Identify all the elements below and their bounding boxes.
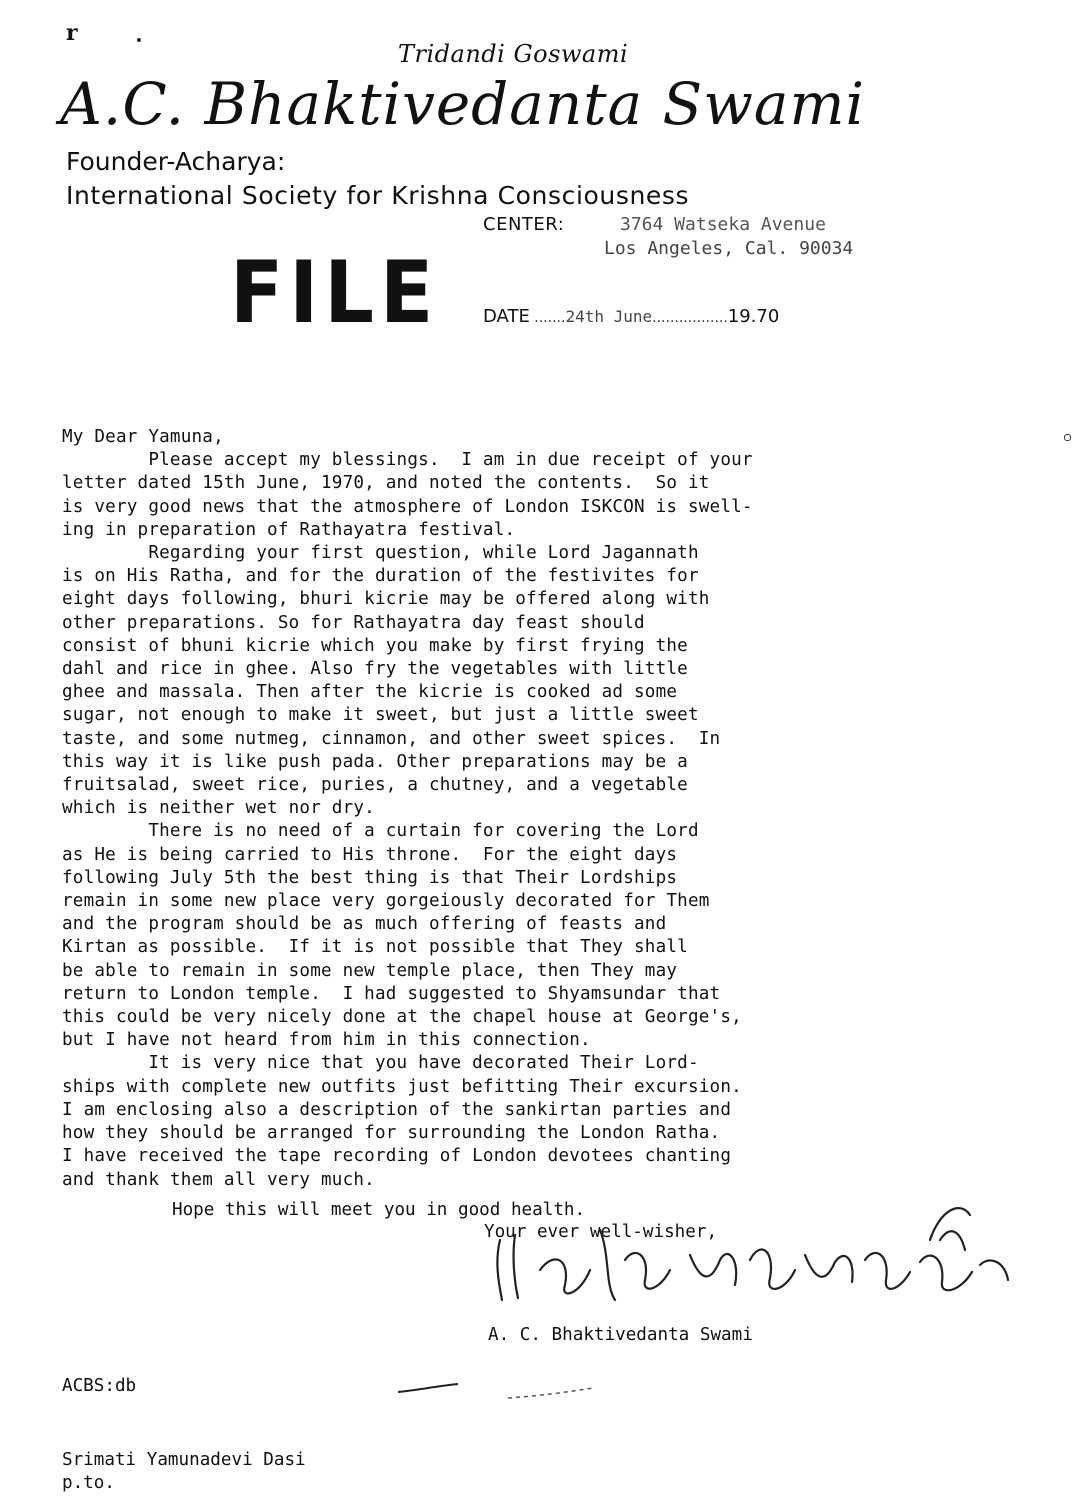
- letter-body: [62, 426, 1052, 1192]
- reference-initials: ACBS:db: [62, 1376, 137, 1396]
- letter-line: letter dated 15th June, 1970, and noted the contents. So it: [62, 473, 710, 494]
- letter-line: this could be very nicely done at the chapel house at George's,: [62, 1007, 742, 1028]
- letter-line: Regarding your first question, while Lord Jagannath: [62, 543, 699, 564]
- date-label: DATE: [483, 306, 530, 327]
- letter-line: but I have not heard from him in this connection.: [62, 1030, 591, 1051]
- closing-line: Hope this will meet you in good health.: [172, 1200, 586, 1220]
- letter-line: remain in some new place very gorgeiously decorated for Them: [62, 891, 710, 912]
- letter-line: is very good news that the atmosphere of London ISKCON is swell-: [62, 496, 753, 517]
- date-dots: .......: [529, 310, 566, 326]
- typed-signatory-name: A. C. Bhaktivedanta Swami: [488, 1325, 753, 1345]
- letter-line: ing in preparation of Rathayatra festival.: [62, 519, 516, 540]
- letter-line: It is very nice that you have decorated Their Lord-: [62, 1053, 699, 1074]
- letter-line: ghee and massala. Then after the kicrie is cooked ad some: [62, 682, 678, 703]
- letterhead-role: Founder-Acharya:: [66, 147, 286, 176]
- letter-line: There is no need of a curtain for covering the Lord: [62, 821, 699, 842]
- letter-line: sugar, not enough to make it sweet, but just a little sweet: [62, 705, 699, 726]
- center-address-line1: 3764 Watseka Avenue: [620, 214, 826, 235]
- date-year: 19.70: [727, 306, 780, 327]
- center-address-line2: Los Angeles, Cal. 90034: [604, 238, 854, 259]
- letter-line: I have received the tape recording of London devotees chanting: [62, 1146, 732, 1167]
- letter-line: taste, and some nutmeg, cinnamon, and other sweet spices. In: [62, 728, 721, 749]
- date-value: 24th June: [565, 307, 653, 326]
- letter-line: return to London temple. I had suggested to Shyamsundar that: [62, 983, 721, 1004]
- corner-mark: r: [66, 20, 78, 46]
- valediction: Your ever well-wisher,: [484, 1222, 718, 1242]
- speck: [1064, 434, 1071, 441]
- pen-stroke: [398, 1380, 598, 1400]
- letter-line: eight days following, bhuri kicrie may be offered along with: [62, 589, 710, 610]
- letter-line: My Dear Yamuna,: [62, 427, 224, 447]
- date-row: [483, 306, 779, 327]
- letter-line: dahl and rice in ghee. Also fry the vegetables with little: [62, 659, 688, 680]
- letter-line: how they should be arranged for surrounding the London Ratha.: [62, 1123, 721, 1144]
- letter-line: other preparations. So for Rathayatra day feast should: [62, 612, 645, 633]
- letter-line: this way it is like push pada. Other preparations may be a: [62, 751, 688, 772]
- date-dots: .................: [652, 310, 728, 326]
- recipient-name: Srimati Yamunadevi Dasi: [62, 1450, 306, 1470]
- letter-line: be able to remain in some new temple place, then They may: [62, 960, 678, 981]
- letterhead-name: A.C. Bhaktivedanta Swami: [60, 70, 866, 138]
- letter-line: I am enclosing also a description of the sankirtan parties and: [62, 1099, 732, 1120]
- letter-line: fruitsalad, sweet rice, puries, a chutney, and a vegetable: [62, 775, 688, 796]
- letter-line: Please accept my blessings. I am in due receipt of your: [62, 450, 753, 471]
- letter-line: following July 5th the best thing is that Their Lordships: [62, 867, 678, 888]
- letterhead-title-line: Tridandi Goswami: [398, 40, 629, 68]
- center-label: CENTER:: [483, 214, 565, 235]
- letterhead-society: International Society for Krishna Consciousness: [66, 181, 690, 210]
- letter-line: consist of bhuni kicrie which you make by first frying the: [62, 635, 688, 656]
- handwritten-signature: [460, 1200, 1020, 1310]
- letter-line: ships with complete new outfits just befitting Their excursion.: [62, 1076, 742, 1097]
- letter-line: as He is being carried to His throne. For the eight days: [62, 844, 678, 865]
- letter-line: and the program should be as much offering of feasts and: [62, 914, 667, 935]
- letter-line: is on His Ratha, and for the duration of the festivites for: [62, 566, 699, 587]
- letter-line: which is neither wet nor dry.: [62, 798, 375, 819]
- letter-line: and thank them all very much.: [62, 1169, 375, 1190]
- letter-line: Kirtan as possible. If it is not possible that They shall: [62, 937, 688, 958]
- file-stamp: FILE: [230, 244, 440, 343]
- please-turn-over: p.to.: [62, 1473, 115, 1493]
- speck: [137, 38, 141, 42]
